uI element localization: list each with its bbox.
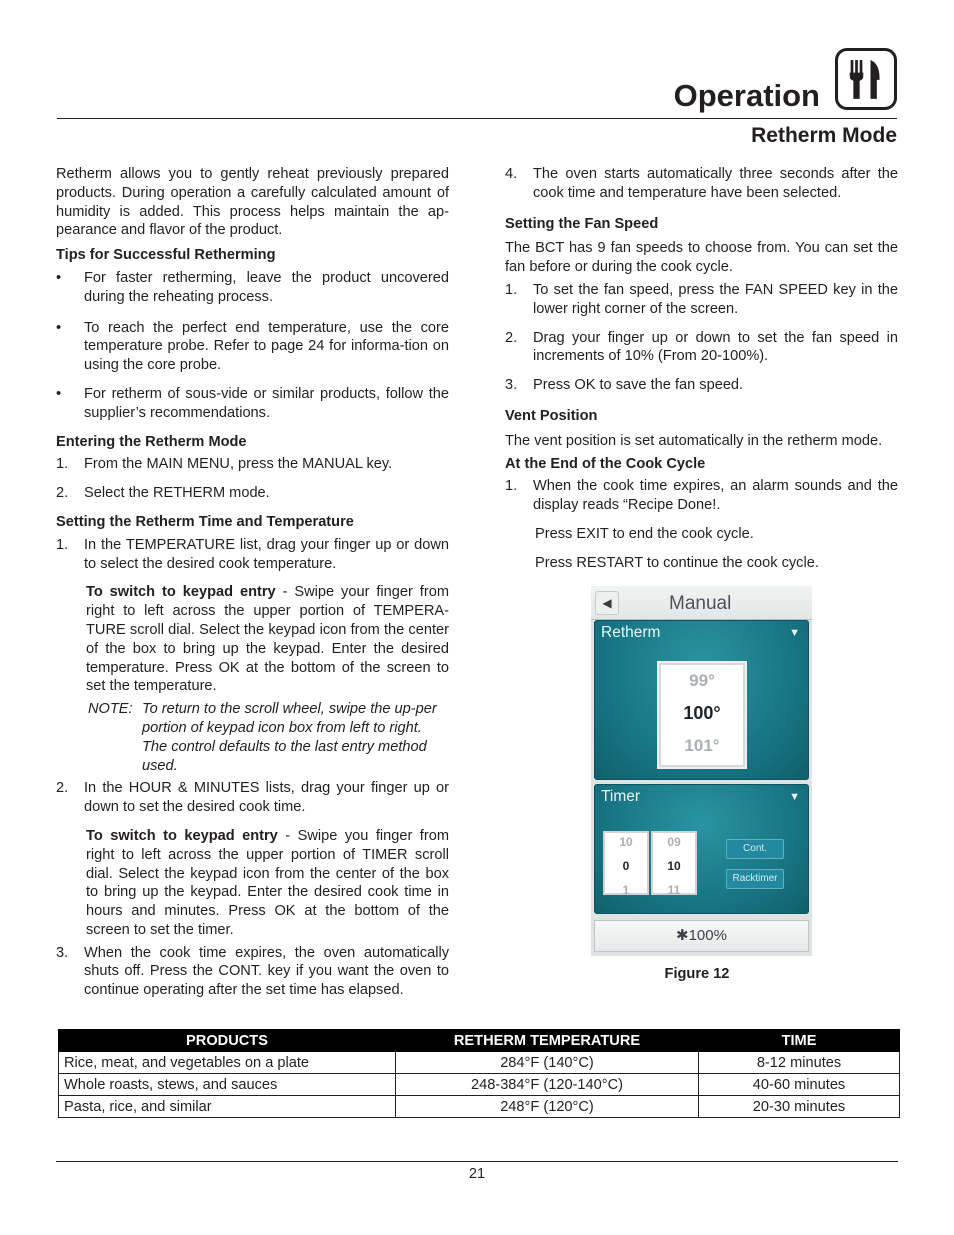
screen-top-bar <box>591 586 812 620</box>
timer-dropdown[interactable]: Timer ▼ <box>601 788 800 805</box>
note: NOTE: To return to the scroll wheel, swipe the up-per portion of keypad icon box from left to right. The control defaults to the last entry method used. <box>88 701 437 774</box>
timer-panel <box>594 784 809 914</box>
table-cell: 8-12 minutes <box>699 1052 900 1074</box>
vent-heading: Vent Position <box>505 407 598 424</box>
column-header: PRODUCTS <box>59 1030 396 1052</box>
column-header: RETHERM TEMPERATURE <box>396 1030 699 1052</box>
retherm-table <box>58 1029 900 1118</box>
list-item: 3. Press OK to save the fan speed. <box>505 377 744 394</box>
retherm-panel <box>594 620 809 780</box>
table-row <box>59 1096 900 1118</box>
setting-heading: Setting the Retherm Time and Temperature <box>56 513 354 530</box>
chevron-down-icon: ▼ <box>789 791 800 803</box>
table-cell: 40-60 minutes <box>699 1074 900 1096</box>
list-item: 1. To set the fan speed, press the FAN SPEED key in the lower right corner of the screen. <box>505 281 898 317</box>
table-row <box>59 1074 900 1096</box>
temp-option: 101° <box>684 736 720 755</box>
list-item: • For faster retherming, leave the product uncovered during the reheating process. <box>56 269 449 305</box>
mode-dropdown[interactable]: Retherm ▼ <box>601 624 800 641</box>
back-arrow-icon[interactable]: ◀ <box>595 591 619 615</box>
intro-paragraph: Retherm allows you to gently reheat previously prepared products. During operation a carefully calculated amount of humidity is added. This process helps maintain the ap-pearance and flavor of the product. <box>56 166 449 239</box>
control-screen-figure <box>591 586 812 956</box>
table-row <box>59 1052 900 1074</box>
list-item: 2. In the HOUR & MINUTES lists, drag your finger up or down to set the desired cook time. <box>56 780 449 816</box>
keypad-paragraph-2: To switch to keypad entry - Swipe you finger from right to left across the upper portion of TIMER scroll dial. Select the keypad icon from the center of the box to bring up the keypad. Enter the desired cook time in hours and minutes. Press OK at the bottom of the screen to set the timer. <box>86 827 449 938</box>
fan-icon: ✱ <box>676 927 689 944</box>
table-cell: Rice, meat, and vegetables on a plate <box>59 1052 396 1074</box>
keypad-paragraph-1: To switch to keypad entry - Swipe your finger from right to left across the upper portion of TEMPERA-TURE scroll dial. Select the keypad icon from the center of the box to bring up the keypad. Enter the desired temperature. Press OK at the bottom of the screen to set the temperature. <box>86 584 449 695</box>
table-cell: Whole roasts, stews, and sauces <box>59 1074 396 1096</box>
screen-title: Manual <box>669 593 732 614</box>
left-column <box>56 165 449 1000</box>
right-column <box>505 165 898 573</box>
list-item: 1. From the MAIN MENU, press the MANUAL key. <box>56 456 393 473</box>
page-header-title: Operation <box>673 78 820 113</box>
table-cell: 284°F (140°C) <box>396 1052 699 1074</box>
table-cell: Pasta, rice, and similar <box>59 1096 396 1118</box>
fan-heading: Setting the Fan Speed <box>505 215 659 232</box>
list-item: • For retherm of sous-vide or similar products, follow the supplier’s recommendations. <box>56 385 449 421</box>
entering-heading: Entering the Retherm Mode <box>56 433 247 450</box>
vent-text: The vent position is set automatically in the retherm mode. <box>505 432 883 449</box>
tips-heading: Tips for Successful Retherming <box>56 247 276 264</box>
restart-instruction: Press RESTART to continue the cook cycle. <box>535 554 819 571</box>
table-cell: 20-30 minutes <box>699 1096 900 1118</box>
figure-caption: Figure 12 <box>664 966 730 982</box>
fan-speed-button[interactable]: ✱100% <box>594 920 809 952</box>
list-item: 1. In the TEMPERATURE list, drag your finger up or down to select the desired cook temperature. <box>56 536 449 572</box>
page-number: 21 <box>468 1166 486 1182</box>
cont-button[interactable]: Cont. <box>726 839 784 859</box>
table-cell: 248°F (120°C) <box>396 1096 699 1118</box>
minute-scroll-dial[interactable]: 09 10 11 <box>651 831 697 895</box>
section-title: Retherm Mode <box>751 124 897 147</box>
temperature-scroll-dial[interactable] <box>659 663 745 767</box>
chevron-down-icon: ▼ <box>789 627 800 639</box>
list-item: 3. When the cook time expires, the oven automatically shuts off. Press the CONT. key if you want the oven to continue operating after the set time has elapsed. <box>56 944 449 999</box>
temp-option: 99° <box>689 671 715 690</box>
list-item: 4. The oven starts automatically three seconds after the cook time and temperature have been selected. <box>505 166 898 201</box>
fan-intro: The BCT has 9 fan speeds to choose from. You can set the fan before or during the cook cycle. <box>505 240 898 276</box>
fork-knife-icon <box>835 48 897 110</box>
column-header: TIME <box>699 1030 900 1052</box>
list-item: 2. Select the RETHERM mode. <box>56 485 270 502</box>
hour-scroll-dial[interactable]: 10 0 1 <box>603 831 649 895</box>
list-item: 2. Drag your finger up or down to set the fan speed in increments of 10% (From 20-100%). <box>505 329 898 365</box>
racktimer-button[interactable]: Racktimer <box>726 869 784 889</box>
list-item: • To reach the perfect end temperature, use the core temperature probe. Refer to page 24 for informa-tion on using the core probe. <box>56 319 449 374</box>
temp-selected: 100° <box>683 703 721 723</box>
exit-instruction: Press EXIT to end the cook cycle. <box>535 525 754 542</box>
header-rule <box>57 118 897 119</box>
end-heading: At the End of the Cook Cycle <box>505 455 706 472</box>
list-item: 1. When the cook time expires, an alarm sounds and the display reads “Recipe Done!. <box>505 478 898 514</box>
table-cell: 248-384°F (120-140°C) <box>396 1074 699 1096</box>
footer-rule <box>56 1161 898 1162</box>
